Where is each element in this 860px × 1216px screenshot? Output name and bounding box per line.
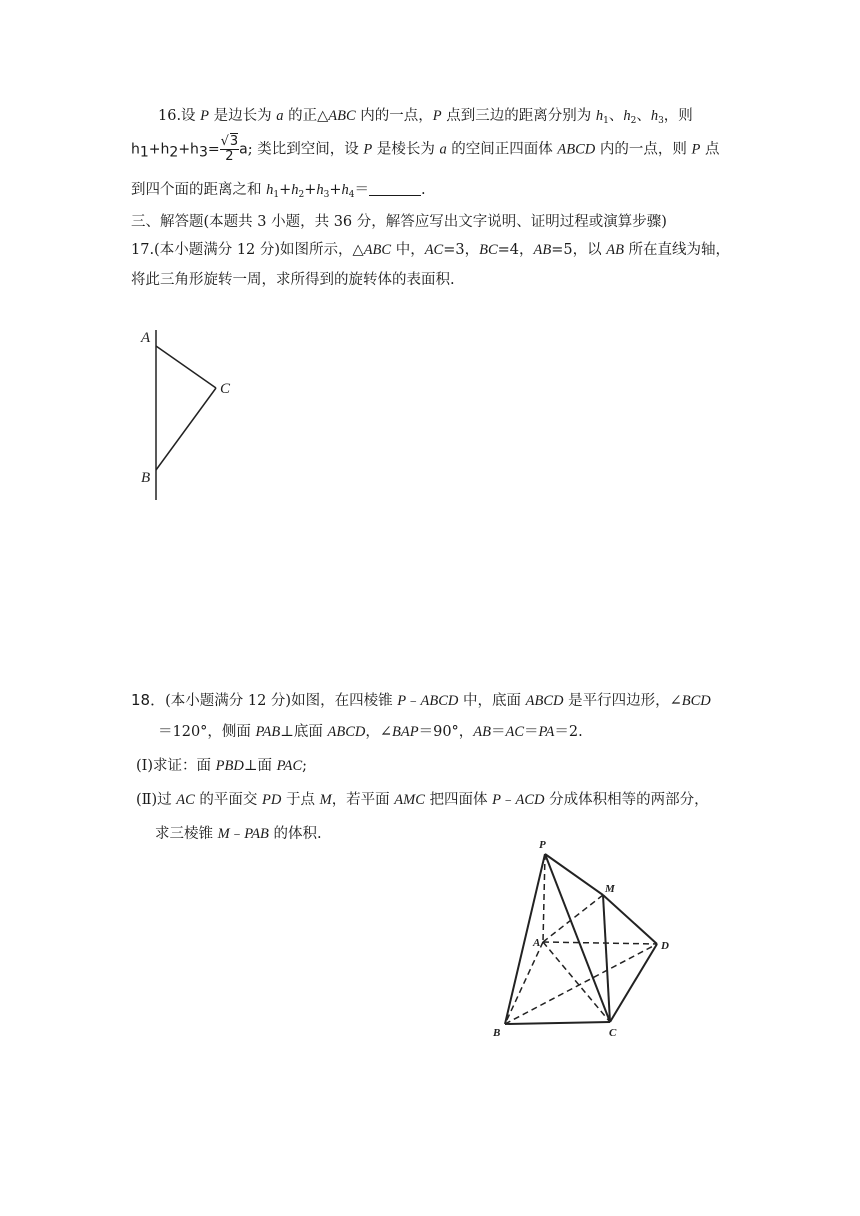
- edge-BC: [505, 1022, 610, 1024]
- edge-PC: [545, 854, 610, 1022]
- answer-blank: [369, 181, 421, 196]
- edge-BD: [505, 944, 657, 1024]
- label-B: B: [141, 470, 151, 486]
- q18-part2: (Ⅱ)过 AC 的平面交 PD 于点 M，若平面 AMC 把四面体 P﹣ACD 分成体积相等的两部分，: [136, 792, 709, 808]
- q17-triangle-figure: [130, 320, 250, 510]
- q18-line1: 18．(本小题满分 12 分)如图，在四棱锥 P﹣ABCD 中，底面 ABCD 是平行四边形，∠BCD: [131, 691, 711, 709]
- label-A: A: [141, 330, 151, 346]
- q18-pyramid-figure: [485, 832, 685, 1042]
- edge-AM: [543, 895, 603, 942]
- q18-line2: ＝120°，侧面 PAB⊥底面 ABCD，∠BAP＝90°，AB＝AC＝PA＝2.: [158, 724, 583, 740]
- label-C: C: [609, 1027, 617, 1039]
- section-3-heading: 三、解答题(本题共 3 小题，共 36 分，解答应写出文字说明、证明过程或演算步骤): [131, 214, 667, 230]
- segment-AC: [156, 346, 216, 388]
- q18-part1: (Ⅰ)求证：面 PBD⊥面 PAC;: [136, 758, 308, 774]
- q17-line2: 将此三角形旋转一周，求所得到的旋转体的表面积.: [131, 272, 455, 288]
- q17-line1: 17.(本小题满分 12 分)如图所示，△ABC 中，AC=3，BC=4，AB=5，以 AB 所在直线为轴，: [131, 242, 731, 258]
- q16-line3: 到四个面的距离之和 $h_1+h_2+h_3+h_4=$ .: [131, 182, 426, 200]
- label-A: A: [533, 937, 541, 949]
- edge-PA: [543, 854, 545, 942]
- edge-AD: [543, 942, 657, 944]
- q16-line2: $h_1+h_2+h_3=$ $\frac{√3}{2}$ a; 类比到空间，设 P 是棱长为 a 的空间正四面体 ABCD 内的一点，则 P 点: [131, 134, 720, 164]
- sqrt3-over-2-fraction: $\frac{√3}{2}$: [220, 134, 239, 164]
- label-D: D: [661, 940, 669, 952]
- label-C: C: [220, 381, 231, 397]
- segment-CB: [156, 388, 216, 470]
- edge-AB: [505, 942, 543, 1024]
- q16-line1: 16.设 P 是边长为 a 的正△ABC 内的一点，P 点到三边的距离分别为 $h_1$、$h_2$、$h_3$，则: [158, 108, 693, 126]
- edge-AC: [543, 942, 610, 1022]
- label-P: P: [539, 839, 546, 851]
- label-M: M: [605, 883, 615, 895]
- edge-MC: [603, 895, 610, 1022]
- q18-part2b: 求三棱锥 M﹣PAB 的体积.: [155, 826, 322, 842]
- edge-MD: [603, 895, 657, 944]
- label-B: B: [493, 1027, 501, 1039]
